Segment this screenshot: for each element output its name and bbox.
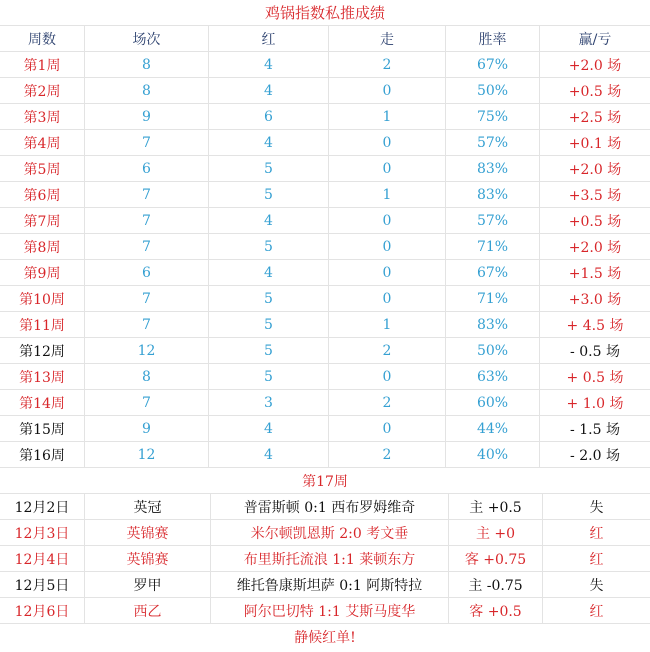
week-cell: 第5周 (0, 156, 85, 181)
table-title: 鸡锅指数私推成绩 (264, 4, 385, 22)
profit-cell: - 1.5 场 (570, 421, 620, 438)
rate-cell: 60% (446, 390, 540, 415)
games-cell: 12 (85, 338, 209, 363)
week-cell: 第14周 (0, 390, 85, 415)
win-cell: 3 (209, 390, 329, 415)
profit-cell: +2.0 场 (568, 57, 622, 74)
rate-cell: 44% (446, 416, 540, 441)
win-cell: 4 (209, 208, 329, 233)
games-cell: 8 (85, 78, 209, 103)
games-cell: 6 (85, 156, 209, 181)
header-games: 场次 (85, 26, 209, 51)
week-cell: 第9周 (0, 260, 85, 285)
week-cell: 第8周 (0, 234, 85, 259)
pick-cell: 主 +0 (449, 520, 543, 545)
week-cell: 第10周 (0, 286, 85, 311)
match-row (0, 520, 650, 546)
result-cell: 红 (589, 551, 604, 568)
week-cell: 第13周 (0, 364, 85, 389)
games-cell: 7 (85, 312, 209, 337)
result-cell: 红 (589, 603, 604, 620)
rate-cell: 71% (446, 234, 540, 259)
rate-cell: 83% (446, 156, 540, 181)
push-cell: 0 (329, 234, 446, 259)
week-cell: 第2周 (0, 78, 85, 103)
week-row (0, 312, 650, 338)
win-cell: 5 (209, 156, 329, 181)
match-row (0, 572, 650, 598)
week-cell: 第15周 (0, 416, 85, 441)
push-cell: 0 (329, 208, 446, 233)
push-cell: 0 (329, 260, 446, 285)
rate-cell: 50% (446, 338, 540, 363)
profit-cell: - 0.5 场 (570, 343, 620, 360)
win-cell: 4 (209, 260, 329, 285)
games-cell: 6 (85, 260, 209, 285)
profit-cell: + 0.5 场 (566, 369, 624, 386)
pick-cell: 客 +0.75 (449, 546, 543, 571)
matches-body (0, 494, 650, 624)
games-cell: 7 (85, 208, 209, 233)
footer-row (0, 624, 650, 650)
rate-cell: 50% (446, 78, 540, 103)
profit-cell: +2.0 场 (568, 161, 622, 178)
push-cell: 2 (329, 390, 446, 415)
pick-cell: 客 +0.5 (449, 598, 543, 623)
match-date-cell: 12月4日 (0, 546, 85, 571)
week-cell: 第3周 (0, 104, 85, 129)
rate-cell: 67% (446, 52, 540, 77)
win-cell: 4 (209, 130, 329, 155)
result-cell: 红 (589, 525, 604, 542)
week-row (0, 104, 650, 130)
footer-note: 静候红单! (294, 630, 356, 646)
win-cell: 5 (209, 364, 329, 389)
week-row (0, 338, 650, 364)
week-cell: 第6周 (0, 182, 85, 207)
week-row (0, 390, 650, 416)
week-row (0, 130, 650, 156)
win-cell: 4 (209, 78, 329, 103)
week17-title: 第17周 (302, 473, 348, 490)
table-title-row (0, 0, 650, 26)
match-cell: 米尔顿凯恩斯 2:0 考文垂 (211, 520, 449, 545)
push-cell: 2 (329, 52, 446, 77)
games-cell: 12 (85, 442, 209, 467)
match-date-cell: 12月3日 (0, 520, 85, 545)
week-row (0, 78, 650, 104)
rate-cell: 57% (446, 130, 540, 155)
match-date-cell: 12月5日 (0, 572, 85, 597)
week-row (0, 286, 650, 312)
push-cell: 1 (329, 182, 446, 207)
match-date-cell: 12月2日 (0, 494, 85, 519)
push-cell: 0 (329, 78, 446, 103)
week-cell: 第4周 (0, 130, 85, 155)
win-cell: 6 (209, 104, 329, 129)
push-cell: 0 (329, 130, 446, 155)
profit-cell: + 1.0 场 (566, 395, 624, 412)
push-cell: 0 (329, 364, 446, 389)
result-cell: 失 (589, 499, 604, 516)
week-row (0, 416, 650, 442)
rate-cell: 40% (446, 442, 540, 467)
profit-cell: +0.1 场 (568, 135, 622, 152)
games-cell: 7 (85, 130, 209, 155)
pick-cell: 主 +0.5 (449, 494, 543, 519)
profit-cell: +1.5 场 (568, 265, 622, 282)
week-cell: 第7周 (0, 208, 85, 233)
push-cell: 0 (329, 156, 446, 181)
pick-cell: 主 -0.75 (449, 572, 543, 597)
league-cell: 罗甲 (85, 572, 211, 597)
header-push: 走 (329, 26, 446, 51)
league-cell: 西乙 (85, 598, 211, 623)
result-cell: 失 (589, 577, 604, 594)
match-row (0, 494, 650, 520)
push-cell: 2 (329, 338, 446, 363)
rate-cell: 83% (446, 182, 540, 207)
rate-cell: 83% (446, 312, 540, 337)
week17-title-row (0, 468, 650, 494)
match-cell: 维托鲁康斯坦萨 0:1 阿斯特拉 (211, 572, 449, 597)
push-cell: 1 (329, 104, 446, 129)
week-row (0, 156, 650, 182)
rate-cell: 57% (446, 208, 540, 233)
match-cell: 普雷斯顿 0:1 西布罗姆维奇 (211, 494, 449, 519)
rate-cell: 67% (446, 260, 540, 285)
profit-cell: +2.0 场 (568, 239, 622, 256)
week-cell: 第1周 (0, 52, 85, 77)
win-cell: 4 (209, 416, 329, 441)
push-cell: 2 (329, 442, 446, 467)
match-row (0, 546, 650, 572)
win-cell: 5 (209, 312, 329, 337)
games-cell: 7 (85, 286, 209, 311)
profit-cell: - 2.0 场 (570, 447, 620, 464)
push-cell: 1 (329, 312, 446, 337)
games-cell: 9 (85, 416, 209, 441)
week-cell: 第11周 (0, 312, 85, 337)
profit-cell: + 4.5 场 (566, 317, 624, 334)
match-cell: 布里斯托流浪 1:1 莱顿东方 (211, 546, 449, 571)
win-cell: 5 (209, 286, 329, 311)
week-cell: 第16周 (0, 442, 85, 467)
week-row (0, 364, 650, 390)
win-cell: 5 (209, 182, 329, 207)
games-cell: 7 (85, 390, 209, 415)
weeks-body (0, 52, 650, 468)
header-row (0, 26, 650, 52)
league-cell: 英锦赛 (85, 520, 211, 545)
games-cell: 9 (85, 104, 209, 129)
match-date-cell: 12月6日 (0, 598, 85, 623)
games-cell: 8 (85, 364, 209, 389)
profit-cell: +3.0 场 (568, 291, 622, 308)
win-cell: 4 (209, 52, 329, 77)
week-row (0, 260, 650, 286)
week-row (0, 208, 650, 234)
profit-cell: +2.5 场 (568, 109, 622, 126)
week-row (0, 234, 650, 260)
games-cell: 7 (85, 234, 209, 259)
games-cell: 7 (85, 182, 209, 207)
header-win: 红 (209, 26, 329, 51)
header-week: 周数 (0, 26, 85, 51)
push-cell: 0 (329, 416, 446, 441)
rate-cell: 71% (446, 286, 540, 311)
win-cell: 5 (209, 234, 329, 259)
header-profit: 赢/亏 (578, 31, 612, 48)
profit-cell: +0.5 场 (568, 83, 622, 100)
match-cell: 阿尔巴切特 1:1 艾斯马度华 (211, 598, 449, 623)
league-cell: 英冠 (85, 494, 211, 519)
week-row (0, 52, 650, 78)
week-cell: 第12周 (0, 338, 85, 363)
rate-cell: 75% (446, 104, 540, 129)
games-cell: 8 (85, 52, 209, 77)
header-rate: 胜率 (446, 26, 540, 51)
week-row (0, 182, 650, 208)
match-row (0, 598, 650, 624)
profit-cell: +3.5 场 (568, 187, 622, 204)
league-cell: 英锦赛 (85, 546, 211, 571)
win-cell: 4 (209, 442, 329, 467)
week-row (0, 442, 650, 468)
push-cell: 0 (329, 286, 446, 311)
rate-cell: 63% (446, 364, 540, 389)
profit-cell: +0.5 场 (568, 213, 622, 230)
win-cell: 5 (209, 338, 329, 363)
